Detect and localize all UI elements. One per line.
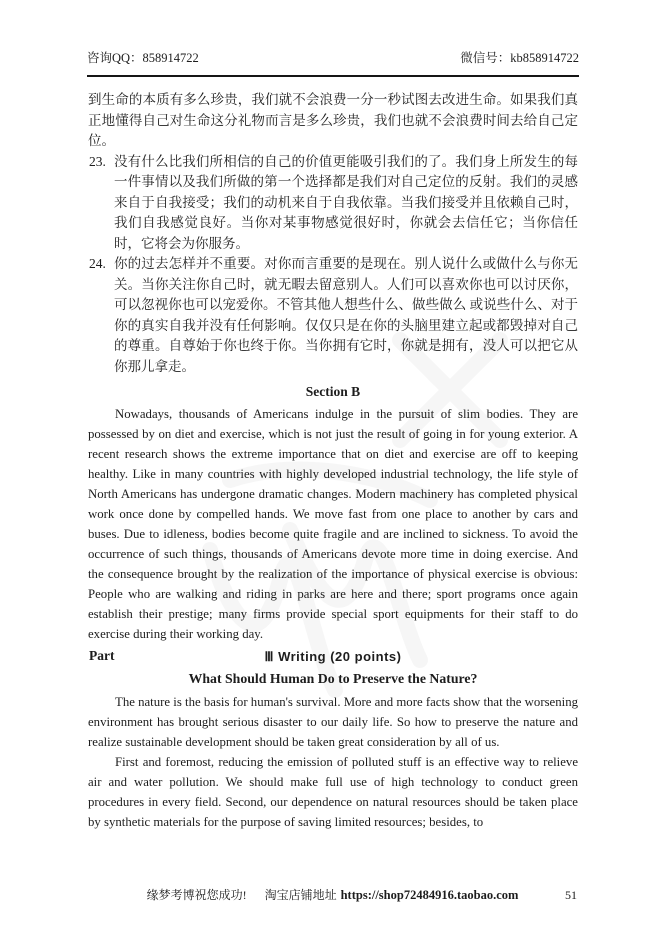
section-b-heading: Section B [305,384,361,399]
essay-title: What Should Human Do to Preserve the Nature? [188,671,478,686]
footer-shop-url-link[interactable]: https://shop72484916.taobao.com [340,888,519,902]
part-label: Part [89,648,115,663]
page-content [88,90,578,832]
item-number: 23. [89,153,106,169]
header-wechat-contact: 微信号：kb858914722 [460,51,579,65]
page-footer [88,888,577,903]
part-title: Ⅲ Writing (20 points) [264,649,402,664]
section-b-paragraph: Nowadays, thousands of Americans indulge in the pursuit of slim bodies. They are possessed by on diet and exercise, which is not just the result of going in for young exterior. A recent research shows the extreme importance that on diet and exercise are off to keeping healthy. Like in many countries with highly developed industrial technology, the life style of North Americans has undergone dramatic changes. Modern machinery has completed physical work once done by compelled hands. We move fast from one place to another by cars and buses. Due to idleness, bodies become quite fragile and are inclined to sickness. To avoid the occurrence of such things, thousands of Americans devote more time in doing exercise. And the consequence brought by the realization of the importance of physical exercise is obvious: People who are walking and riding in parks are here and there; sport programs once again establish their prestige; many firms provide special sport equipments for their staff to do exercise during their working day. [88,407,578,641]
part-heading-row [88,646,578,668]
list-item-24 [88,254,578,377]
writing-paragraph-2: First and foremost, reducing the emission of polluted stuff is an effective way to relieve air and water pollution. We should make full use of high technology to conduct green procedures in every field. Second, our dependence on natural resources should be taken place by synthetic materials for the purpose of saving limited resources; besides, to [88,755,578,829]
intro-paragraph: 到生命的本质有多么珍贵，我们就不会浪费一分一秒试图去改进生命。如果我们真正地懂得自己对生命这分礼物而言是多么珍贵，我们也就不会浪费时间去给自己定位。 [88,92,578,148]
footer-shop-label: 淘宝店铺地址 [264,888,337,902]
item-text: 没有什么比我们所相信的自己的价值更能吸引我们的了。我们身上所发生的每一件事情以及我们所做的第一个选择都是我们对自己定位的反射。我们的灵感来自于自我接受；我们的动机来自于自我依靠。当我们接受并且依赖自己时，我们自我感觉良好。当你对某事物感觉很好时，你就会去信任它；当你信任时，它将会为你服务。 [114,153,578,251]
item-text: 你的过去怎样并不重要。对你而言重要的是现在。别人说什么或做什么与你无关。当你关注你自己时，就无暇去留意别人。人们可以喜欢你也可以讨厌你，可以忽视你也可以宠爱你。不管其他人想些什么、做些做么 或说些什么、对于你的真实自我并没有任何影响。仅仅只是在你的头脑里建立起或都毁掉对自己的尊重。自尊始于你也终于你。当你拥有它时，你就是拥有，没人可以把它从你那儿拿走。 [114,256,578,374]
page-number: 51 [565,888,577,902]
footer-blessing: 缘梦考博祝您成功! [146,888,247,902]
item-number: 24. [89,256,106,271]
header-qq-contact: 咨询QQ：858914722 [87,51,199,65]
list-item-23 [88,152,578,255]
footer-center-text [88,888,577,903]
writing-paragraph-1: The nature is the basis for human's survival. More and more facts show that the worsening environment has brought serious disaster to our daily life. So how to preserve the nature and realize sustainable development should be taken great consideration by all of us. [88,695,578,749]
page-header [87,50,579,77]
